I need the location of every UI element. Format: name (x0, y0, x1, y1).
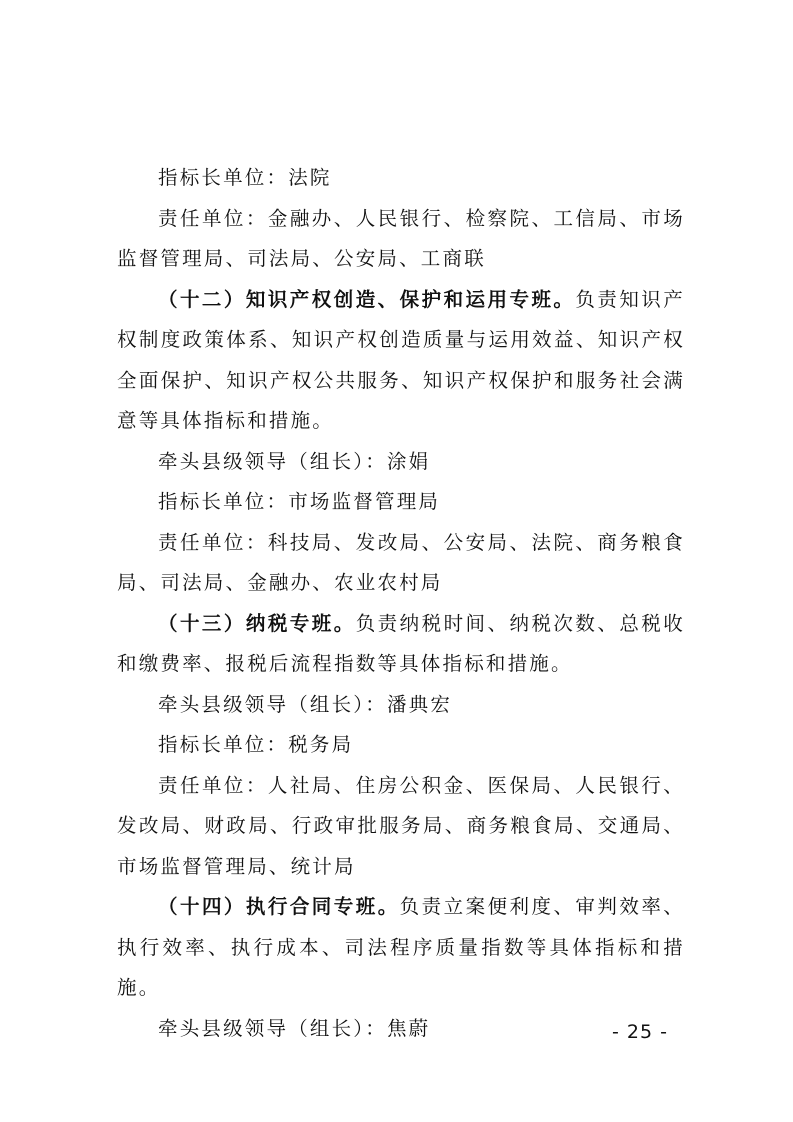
section-intellectual-property (117, 280, 685, 442)
paragraph-group-leader: 牵头县级领导（组长）：涂娟 (158, 449, 431, 473)
section-contract-enforcement (117, 887, 685, 1009)
paragraph-responsible-units: 责任单位：科技局、发改局、公安局、法院、商务粮食局、司法局、金融办、农业农村局 (117, 530, 685, 594)
section-body: 负责知识产权制度政策体系、知识产权创造质量与运用效益、知识产权全面保护、知识产权公共服务、知识产权保护和服务社会满意等具体指标和措施。 (117, 287, 685, 432)
paragraph-lead-unit: 指标长单位：法院 (158, 166, 332, 189)
section-body: 负责立案便利度、审判效率、执行效率、执行成本、司法程序质量指数等具体指标和措施。 (117, 895, 686, 999)
section-tax-payment (117, 604, 685, 685)
paragraph-lead-unit: 指标长单位：市场监督管理局 (158, 490, 441, 513)
section-body: 负责纳税时间、纳税次数、总税收和缴费率、报税后流程指数等具体指标和措施。 (117, 611, 685, 675)
paragraph-group-leader: 牵头县级领导（组长）：潘典宏 (158, 692, 453, 716)
section-heading: （十二）知识产权创造、保护和运用专班。 (158, 287, 576, 311)
paragraph-group-leader: 牵头县级领导（组长）：焦蔚 (158, 1016, 431, 1040)
paragraph-responsible-units: 责任单位：人社局、住房公积金、医保局、人民银行、发改局、财政局、行政审批服务局、商务粮食局、交通局、市场监督管理局、统计局 (117, 773, 685, 878)
document-body (117, 158, 685, 1049)
section-heading: （十三）纳税专班。 (158, 611, 356, 635)
page-number: - 25 - (612, 1021, 668, 1043)
section-heading: （十四）执行合同专班。 (158, 895, 400, 918)
paragraph-lead-unit: 指标长单位：税务局 (158, 733, 354, 756)
paragraph-responsible-units: 责任单位：金融办、人民银行、检察院、工信局、市场监督管理局、司法局、公安局、工商联 (117, 206, 685, 270)
